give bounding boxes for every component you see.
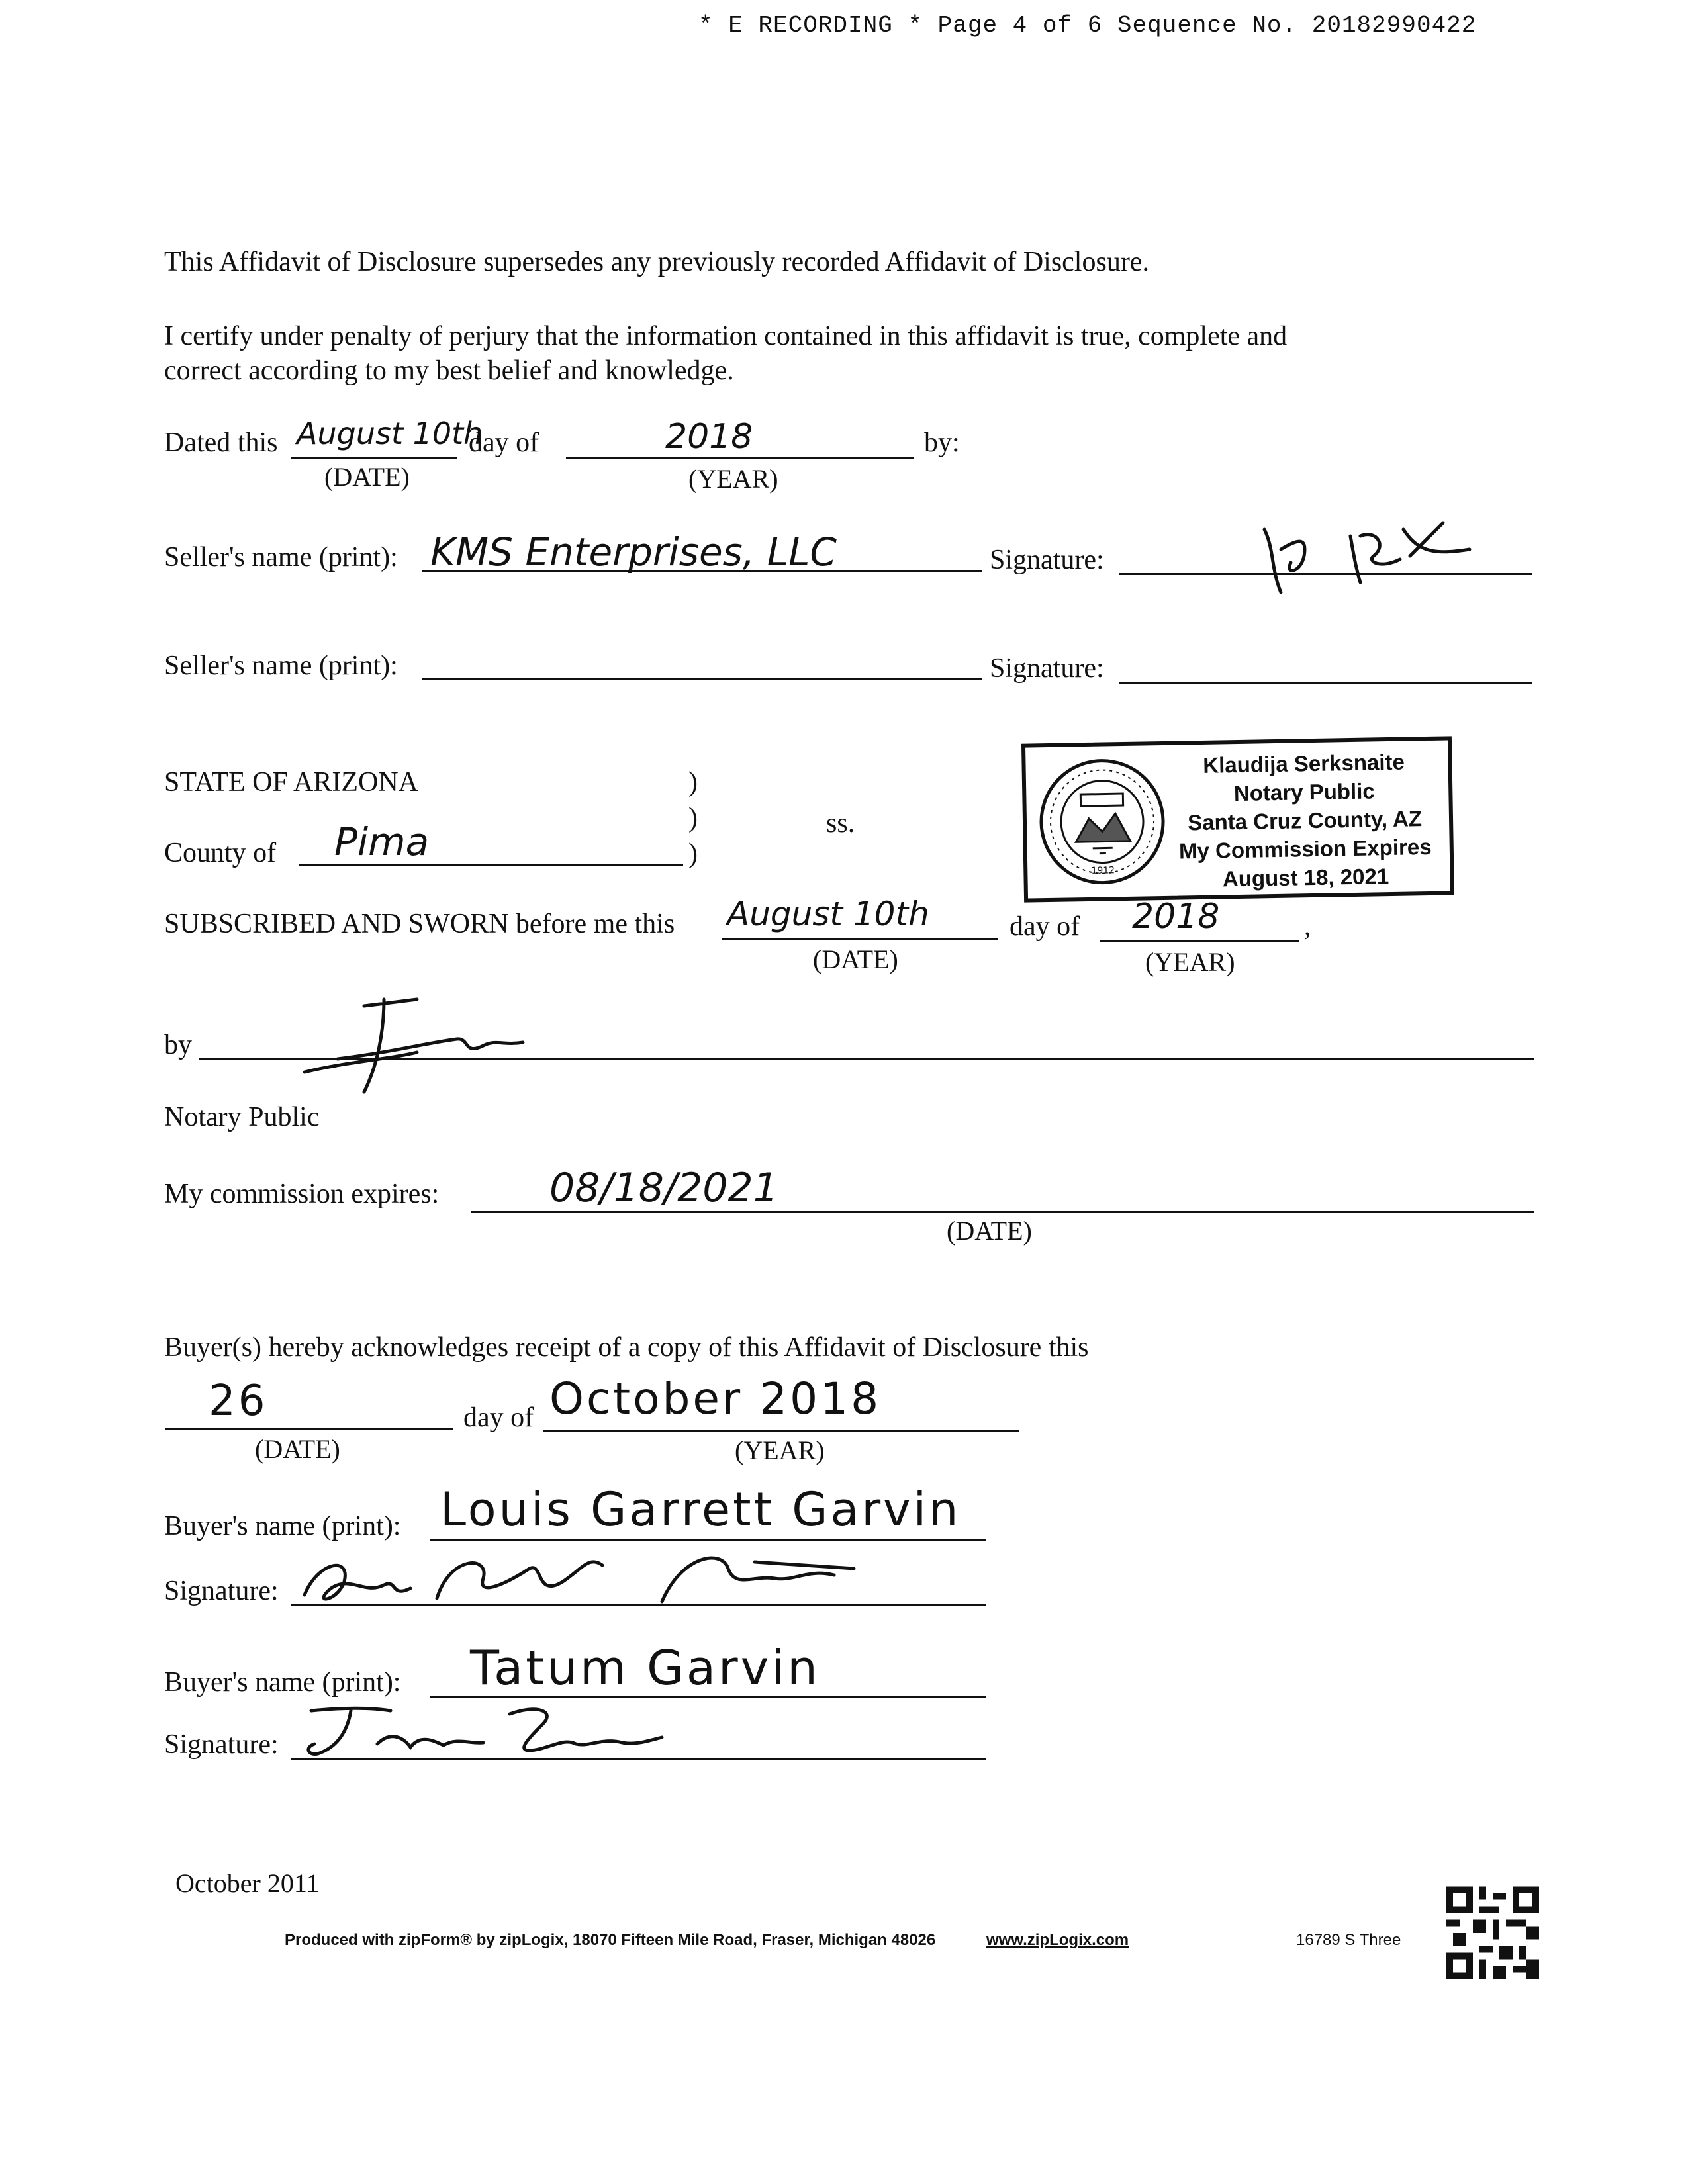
- county-value: Pima: [334, 819, 430, 864]
- subscribed-date-value: August 10th: [727, 895, 929, 933]
- subscribed-date-line: [722, 938, 998, 940]
- ss-label: ss.: [826, 808, 855, 839]
- buyer-ack-date-value: 26: [209, 1377, 268, 1426]
- dated-by-label: by:: [924, 428, 960, 458]
- stamp-commission-label: My Commission Expires: [1178, 834, 1432, 864]
- ziplogix-link[interactable]: www.zipLogix.com: [986, 1931, 1129, 1949]
- stamp-expiration-date: August 18, 2021: [1222, 864, 1389, 891]
- buyer-ack-statement: Buyer(s) hereby acknowledges receipt of a copy of this Affidavit of Disclosure this: [164, 1332, 1089, 1363]
- buyer-ack-year-caption: (YEAR): [735, 1435, 825, 1465]
- subscribed-comma: ,: [1304, 911, 1311, 942]
- buyer-ack-day-of-label: day of: [463, 1402, 534, 1433]
- dated-date-caption: (DATE): [324, 462, 410, 492]
- subscribed-year-caption: (YEAR): [1145, 947, 1235, 977]
- buyer-ack-year-value: October 2018: [549, 1373, 882, 1424]
- dated-year-caption: (YEAR): [688, 464, 778, 494]
- subscribed-date-caption: (DATE): [813, 944, 898, 974]
- recording-header: * E RECORDING * Page 4 of 6 Sequence No. 20182990422: [698, 12, 1477, 39]
- notary-public-label: Notary Public: [164, 1102, 320, 1132]
- form-date: October 2011: [175, 1868, 320, 1898]
- buyer1-signature-label: Signature:: [164, 1576, 279, 1606]
- buyer-ack-date-caption: (DATE): [255, 1434, 340, 1464]
- seller2-signature-line: [1119, 682, 1532, 684]
- notary-stamp: [1021, 736, 1454, 902]
- commission-label: My commission expires:: [164, 1179, 440, 1209]
- bracket-1: ): [688, 767, 698, 797]
- produced-by-text: Produced with zipForm® by zipLogix, 18070 Fifteen Mile Road, Fraser, Michigan 48026: [285, 1931, 936, 1949]
- seller2-name-label: Seller's name (print):: [164, 651, 398, 681]
- commission-line: [471, 1211, 1534, 1213]
- dated-day-of-label: day of: [469, 428, 539, 458]
- county-line: [299, 864, 683, 866]
- subscribed-year-value: 2018: [1132, 897, 1220, 936]
- bracket-3: ): [688, 839, 698, 869]
- stamp-county: Santa Cruz County, AZ: [1187, 806, 1423, 835]
- buyer1-signature: [291, 1542, 887, 1615]
- stamp-notary-title: Notary Public: [1233, 778, 1375, 806]
- buyer1-name-line: [430, 1539, 986, 1541]
- seller1-name-value: KMS Enterprises, LLC: [430, 529, 837, 574]
- stamp-notary-name: Klaudija Serksnaite: [1203, 749, 1405, 778]
- seller2-signature-label: Signature:: [990, 653, 1104, 684]
- buyer-ack-date-line: [165, 1428, 453, 1430]
- subscribed-year-line: [1100, 940, 1299, 942]
- buyer-ack-year-line: [543, 1430, 1019, 1432]
- qr-code-icon: [1446, 1885, 1539, 1981]
- supersedes-statement: This Affidavit of Disclosure supersedes any previously recorded Affidavit of Disclosure.: [164, 247, 1149, 277]
- state-label: STATE OF ARIZONA: [164, 767, 418, 797]
- buyer2-name-value: Tatum Garvin: [470, 1640, 820, 1696]
- seller1-signature-label: Signature:: [990, 545, 1104, 575]
- buyer2-signature-label: Signature:: [164, 1729, 279, 1760]
- form-id: 16789 S Three: [1296, 1931, 1401, 1949]
- seller1-name-line: [422, 570, 982, 572]
- dated-this-label: Dated this: [164, 428, 278, 458]
- commission-caption: (DATE): [947, 1216, 1032, 1246]
- seller1-signature: [1244, 510, 1483, 602]
- bracket-2: ): [688, 803, 698, 833]
- notary-signature: [285, 979, 536, 1112]
- seller2-name-line: [422, 678, 982, 680]
- certify-statement-line1: I certify under penalty of perjury that the information contained in this affidavit is true, complete and: [164, 321, 1288, 351]
- svg-text:1912: 1912: [1091, 865, 1115, 876]
- state-seal-icon: [1035, 754, 1169, 889]
- by-label: by: [164, 1030, 192, 1060]
- buyer1-name-label: Buyer's name (print):: [164, 1511, 401, 1541]
- commission-value: 08/18/2021: [549, 1165, 778, 1211]
- buyer2-name-label: Buyer's name (print):: [164, 1667, 401, 1698]
- seller1-name-label: Seller's name (print):: [164, 542, 398, 572]
- dated-date-line: [291, 457, 457, 459]
- dated-year-line: [566, 457, 914, 459]
- dated-date-value: August 10th: [297, 416, 483, 451]
- subscribed-label: SUBSCRIBED AND SWORN before me this: [164, 909, 675, 939]
- certify-statement-line2: correct according to my best belief and knowledge.: [164, 355, 734, 386]
- dated-year-value: 2018: [665, 417, 753, 457]
- buyer1-name-value: Louis Garrett Garvin: [440, 1482, 961, 1537]
- buyer2-signature: [291, 1698, 688, 1764]
- subscribed-day-of-label: day of: [1009, 911, 1080, 942]
- county-label: County of: [164, 838, 277, 868]
